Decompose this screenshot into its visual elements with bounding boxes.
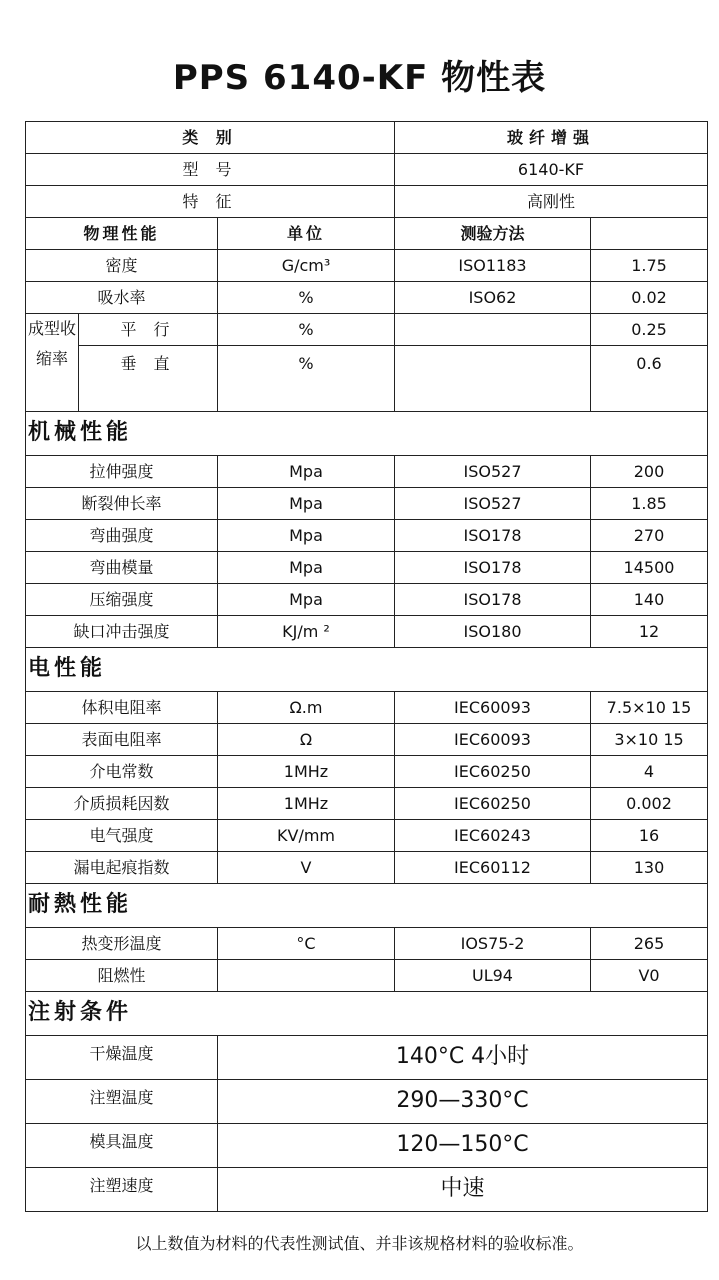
property-method: IOS75-2: [395, 928, 591, 960]
table-row: [26, 520, 708, 552]
table-row: [26, 852, 708, 884]
column-value: [591, 218, 708, 250]
property-value: 1.75: [591, 250, 708, 282]
section-header-row: [26, 648, 708, 692]
property-name: 弯曲强度: [26, 520, 218, 552]
table-row: [26, 1036, 708, 1080]
property-unit: KJ/m ²: [218, 616, 395, 648]
property-unit: [218, 960, 395, 992]
model-row: [26, 154, 708, 186]
shrinkage-label: 成型收缩率: [26, 314, 79, 412]
property-name: 弯曲模量: [26, 552, 218, 584]
property-method: [395, 346, 591, 412]
section-title: 机械性能: [26, 412, 708, 456]
property-name: 密度: [26, 250, 218, 282]
property-method: ISO527: [395, 488, 591, 520]
property-unit: °C: [218, 928, 395, 960]
property-value: 14500: [591, 552, 708, 584]
property-unit: %: [218, 346, 395, 412]
property-value: 12: [591, 616, 708, 648]
category-value: 玻纤增强: [395, 122, 708, 154]
property-unit: Mpa: [218, 520, 395, 552]
column-method: 测验方法: [395, 218, 591, 250]
property-method: UL94: [395, 960, 591, 992]
table-row: [26, 584, 708, 616]
property-name: 压缩强度: [26, 584, 218, 616]
table-row: [26, 314, 708, 346]
footnote: 以上数值为材料的代表性测试值、并非该规格材料的验收标准。: [135, 1234, 584, 1253]
property-unit: KV/mm: [218, 820, 395, 852]
table-row: [26, 456, 708, 488]
section-header-row: [26, 884, 708, 928]
property-value: 3×10 15: [591, 724, 708, 756]
property-value: 265: [591, 928, 708, 960]
table-row: [26, 616, 708, 648]
table-row: [26, 960, 708, 992]
table-row: [26, 820, 708, 852]
property-name: 介电常数: [26, 756, 218, 788]
column-unit: 单位: [218, 218, 395, 250]
property-method: ISO62: [395, 282, 591, 314]
property-name: 垂 直: [79, 346, 218, 412]
property-method: ISO527: [395, 456, 591, 488]
property-method: IEC60250: [395, 788, 591, 820]
table-row: [26, 724, 708, 756]
property-unit: Mpa: [218, 584, 395, 616]
property-value: 140: [591, 584, 708, 616]
table-row: [26, 282, 708, 314]
property-method: ISO178: [395, 520, 591, 552]
condition-value: 290—330°C: [218, 1080, 708, 1124]
model-label: 型 号: [26, 154, 395, 186]
condition-name: 注塑速度: [26, 1168, 218, 1212]
section-title: 耐熱性能: [26, 884, 708, 928]
section-title: 注射条件: [26, 992, 708, 1036]
property-value: 7.5×10 15: [591, 692, 708, 724]
property-name: 表面电阻率: [26, 724, 218, 756]
property-value: 16: [591, 820, 708, 852]
property-name: 断裂伸长率: [26, 488, 218, 520]
condition-value: 中速: [218, 1168, 708, 1212]
property-unit: 1MHz: [218, 756, 395, 788]
property-unit: Mpa: [218, 456, 395, 488]
property-value: V0: [591, 960, 708, 992]
property-unit: V: [218, 852, 395, 884]
category-row: [26, 122, 708, 154]
property-name: 体积电阻率: [26, 692, 218, 724]
feature-row: [26, 186, 708, 218]
property-unit: Ω: [218, 724, 395, 756]
table-row: [26, 346, 708, 412]
condition-name: 注塑温度: [26, 1080, 218, 1124]
property-name: 漏电起痕指数: [26, 852, 218, 884]
property-name: 平 行: [79, 314, 218, 346]
property-method: [395, 314, 591, 346]
property-name: 热变形温度: [26, 928, 218, 960]
property-unit: Mpa: [218, 552, 395, 584]
property-unit: %: [218, 282, 395, 314]
column-property: 物理性能: [26, 218, 218, 250]
condition-value: 120—150°C: [218, 1124, 708, 1168]
property-method: ISO178: [395, 584, 591, 616]
property-method: IEC60250: [395, 756, 591, 788]
table-row: [26, 1080, 708, 1124]
property-unit: 1MHz: [218, 788, 395, 820]
property-name: 介质损耗因数: [26, 788, 218, 820]
property-name: 吸水率: [26, 282, 218, 314]
table-row: [26, 928, 708, 960]
table-row: [26, 788, 708, 820]
condition-value: 140°C 4小时: [218, 1036, 708, 1080]
property-method: ISO178: [395, 552, 591, 584]
property-name: 阻燃性: [26, 960, 218, 992]
property-unit: Ω.m: [218, 692, 395, 724]
section-header-row: [26, 992, 708, 1036]
property-method: ISO1183: [395, 250, 591, 282]
property-method: ISO180: [395, 616, 591, 648]
table-row: [26, 692, 708, 724]
table-row: [26, 552, 708, 584]
column-header-row: [26, 218, 708, 250]
property-value: 0.002: [591, 788, 708, 820]
properties-table: [25, 121, 708, 1212]
property-value: 200: [591, 456, 708, 488]
page-title: PPS 6140-KF 物性表: [172, 58, 547, 98]
property-value: 0.02: [591, 282, 708, 314]
property-name: 电气强度: [26, 820, 218, 852]
category-label: 类 别: [26, 122, 395, 154]
model-value: 6140-KF: [395, 154, 708, 186]
table-row: [26, 1124, 708, 1168]
property-value: 0.6: [591, 346, 708, 412]
property-method: IEC60243: [395, 820, 591, 852]
condition-name: 模具温度: [26, 1124, 218, 1168]
table-row: [26, 488, 708, 520]
property-value: 270: [591, 520, 708, 552]
property-unit: G/cm³: [218, 250, 395, 282]
property-value: 130: [591, 852, 708, 884]
property-unit: Mpa: [218, 488, 395, 520]
table-row: [26, 756, 708, 788]
table-row: [26, 1168, 708, 1212]
property-method: IEC60093: [395, 692, 591, 724]
section-header-row: [26, 412, 708, 456]
property-method: IEC60093: [395, 724, 591, 756]
feature-label: 特 征: [26, 186, 395, 218]
property-name: 拉伸强度: [26, 456, 218, 488]
property-value: 0.25: [591, 314, 708, 346]
property-unit: %: [218, 314, 395, 346]
property-name: 缺口冲击强度: [26, 616, 218, 648]
table-row: [26, 250, 708, 282]
property-value: 4: [591, 756, 708, 788]
feature-value: 高刚性: [395, 186, 708, 218]
condition-name: 干燥温度: [26, 1036, 218, 1080]
section-title: 电性能: [26, 648, 708, 692]
property-value: 1.85: [591, 488, 708, 520]
property-method: IEC60112: [395, 852, 591, 884]
